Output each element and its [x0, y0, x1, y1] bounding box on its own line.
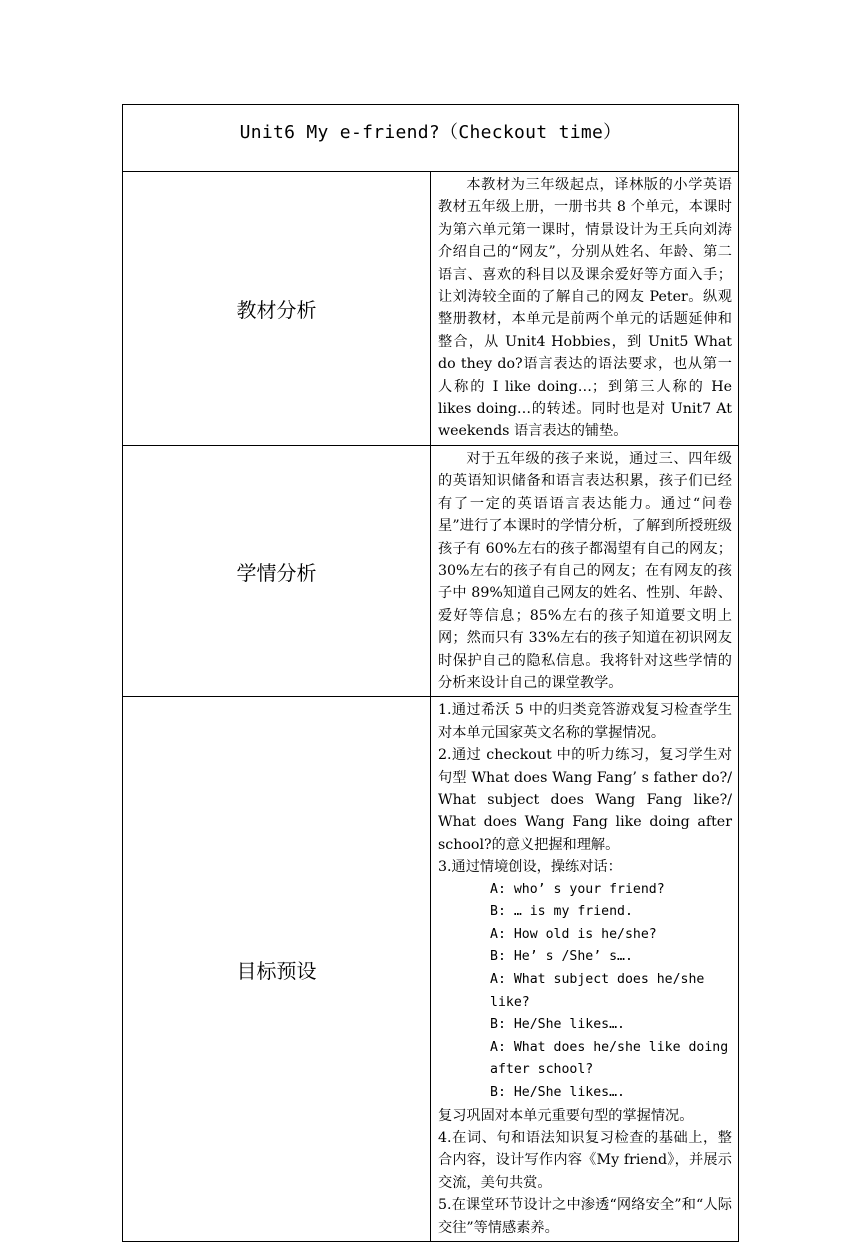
dialogue-line: A: How old is he/she? [490, 926, 657, 942]
goal-item-5: 5.在课堂环节设计之中渗透“网络安全”和“人际交往”等情感素养。 [438, 1197, 732, 1236]
page-title: Unit6 My e-friend?（Checkout time） [239, 122, 622, 143]
goals-row [123, 697, 739, 1242]
goals-cell [431, 697, 739, 1242]
title-row [123, 105, 739, 172]
dialogue-line: A: What subject does he/she like? [490, 971, 705, 1010]
goal-item-2: 2.通过 checkout 中的听力练习，复习学生对句型 What does Wang Fang’ s father do?/ What subject does Wang Fang like?/ What does Wang Fang like doing after school?的意义把握和理解。 [438, 747, 732, 853]
textbook-analysis-row [123, 172, 739, 446]
learner-analysis-text: 对于五年级的孩子来说，通过三、四年级的英语知识储备和语言表达积累，孩子们已经有了一定的英语语言表达能力。通过“问卷星”进行了本课时的学情分析，了解到所授班级孩子有 60%左右的孩子都渴望有自己的网友；30%左右的孩子有自己的网友；在有网友的孩子中 89%知道自己网友的姓名、性别、年龄、爱好等信息；85%左右的孩子知道要文明上网；然而只有 33%左右的孩子知道在初识网友时保护自己的隐私信息。我将针对这些学情的分析来设计自己的课堂教学。 [438, 450, 732, 691]
dialogue-line: B: He/She likes…. [490, 1084, 625, 1100]
title-cell [123, 105, 739, 172]
learner-analysis-cell [431, 445, 739, 696]
goal-item-3-summary: 复习巩固对本单元重要句型的掌握情况。 [438, 1107, 694, 1124]
learner-analysis-heading: 学情分析 [123, 445, 431, 696]
dialogue-line: B: He’ s /She’ s…. [490, 949, 633, 965]
textbook-analysis-text: 本教材为三年级起点，译林版的小学英语教材五年级上册，一册书共 8 个单元，本课时为第六单元第一课时，情景设计为王兵向刘涛介绍自己的“网友”，分别从姓名、年龄、第二语言、喜欢的科目以及课余爱好等方面入手；让刘涛较全面的了解自己的网友 Peter。纵观整册教材，本单元是前两个单元的话题延伸和整合，从 Unit4 Hobbies，到 Unit5 What do they do?语言表达的语法要求，也从第一人称的 I like doing…；到第三人称的 He likes doing…的转述。同时也是对 Unit7 At weekends 语言表达的铺垫。 [438, 177, 732, 440]
dialogue-line: A: What does he/she like doing after school? [490, 1039, 729, 1078]
lesson-plan-table [122, 104, 739, 1242]
learner-analysis-row [123, 445, 739, 696]
dialogue-line: B: He/She likes…. [490, 1017, 625, 1033]
textbook-analysis-heading: 教材分析 [123, 172, 431, 446]
textbook-analysis-cell [431, 172, 739, 446]
goal-item-4: 4.在词、句和语法知识复习检查的基础上，整合内容，设计写作内容《My friend》，并展示交流，美句共赏。 [438, 1129, 732, 1191]
dialogue-line: B: … is my friend. [490, 904, 633, 920]
goal-item-3: 3.通过情境创设，操练对话： [438, 859, 622, 876]
goals-heading: 目标预设 [123, 697, 431, 1242]
goal-item-1: 1.通过希沃 5 中的归类竞答游戏复习检查学生对本单元国家英文名称的掌握情况。 [438, 702, 732, 741]
dialogue-line: A: who’ s your friend? [490, 881, 665, 897]
